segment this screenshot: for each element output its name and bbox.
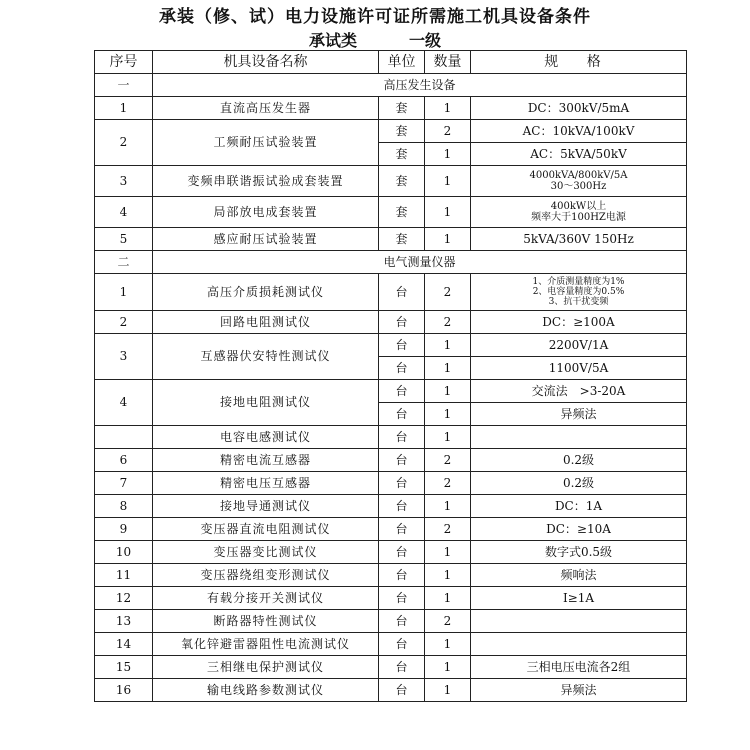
header-name: 机具设备名称: [153, 51, 379, 74]
table-row: [95, 120, 687, 143]
row-no: 5: [95, 228, 153, 251]
table-row: [95, 541, 687, 564]
row-spec: AC：5kVA/50kV: [471, 143, 687, 166]
row-qty: 1: [425, 656, 471, 679]
spec-line: 频率大于100HZ电源: [531, 212, 626, 223]
row-spec: 交流法 >3-20A: [471, 380, 687, 403]
section-title: 高压发生设备: [153, 74, 687, 97]
row-spec: [471, 274, 687, 311]
header-spec: 规 格: [471, 51, 687, 74]
row-name: 三相继电保护测试仪: [153, 656, 379, 679]
row-qty: 1: [425, 334, 471, 357]
row-no: 3: [95, 166, 153, 197]
table-row: [95, 587, 687, 610]
table-row: [95, 274, 687, 311]
row-name: 变压器变比测试仪: [153, 541, 379, 564]
header-row: [95, 51, 687, 74]
row-spec: 2200V/1A: [471, 334, 687, 357]
row-name: 感应耐压试验装置: [153, 228, 379, 251]
row-no: 15: [95, 656, 153, 679]
row-spec: 5kVA/360V 150Hz: [471, 228, 687, 251]
row-qty: 1: [425, 166, 471, 197]
table-row: [95, 426, 687, 449]
row-spec: AC：10kVA/100kV: [471, 120, 687, 143]
row-name: 回路电阻测试仪: [153, 311, 379, 334]
row-no: 1: [95, 274, 153, 311]
spec-line: 400kW以上: [550, 201, 607, 212]
row-qty: 1: [425, 633, 471, 656]
section-row: [95, 74, 687, 97]
row-unit: 台: [379, 633, 425, 656]
table-row: [95, 495, 687, 518]
row-spec: DC：1A: [471, 495, 687, 518]
table-row: [95, 656, 687, 679]
row-qty: 1: [425, 541, 471, 564]
row-name: 互感器伏安特性测试仪: [153, 334, 379, 380]
row-qty: 2: [425, 472, 471, 495]
document-subtitle: [0, 28, 750, 51]
row-spec: 1100V/5A: [471, 357, 687, 380]
table-row: [95, 679, 687, 702]
row-unit: 套: [379, 120, 425, 143]
row-no: 13: [95, 610, 153, 633]
row-qty: 2: [425, 518, 471, 541]
row-qty: 1: [425, 495, 471, 518]
row-qty: 2: [425, 610, 471, 633]
row-unit: 台: [379, 495, 425, 518]
row-name: 精密电流互感器: [153, 449, 379, 472]
table-row: [95, 97, 687, 120]
row-unit: 台: [379, 426, 425, 449]
row-no: 16: [95, 679, 153, 702]
row-spec: DC：≥10A: [471, 518, 687, 541]
spec-line: 4000kVA/800kV/5A: [529, 170, 628, 181]
row-spec: 异频法: [471, 403, 687, 426]
row-no: 9: [95, 518, 153, 541]
row-name: 高压介质损耗测试仪: [153, 274, 379, 311]
row-name: 输电线路参数测试仪: [153, 679, 379, 702]
row-name: 精密电压互感器: [153, 472, 379, 495]
row-unit: 台: [379, 541, 425, 564]
row-qty: 1: [425, 403, 471, 426]
row-spec: 0.2级: [471, 449, 687, 472]
row-unit: 台: [379, 587, 425, 610]
row-name: 有载分接开关测试仪: [153, 587, 379, 610]
row-spec: 异频法: [471, 679, 687, 702]
section-title: 电气测量仪器: [153, 251, 687, 274]
row-spec: 数字式0.5级: [471, 541, 687, 564]
row-name: 氧化锌避雷器阻性电流测试仪: [153, 633, 379, 656]
row-name: 接地电阻测试仪: [153, 380, 379, 426]
row-spec: [471, 610, 687, 633]
row-unit: 套: [379, 228, 425, 251]
row-spec: [471, 633, 687, 656]
row-no: 14: [95, 633, 153, 656]
row-spec: 频响法: [471, 564, 687, 587]
row-unit: 套: [379, 197, 425, 228]
row-unit: 台: [379, 380, 425, 403]
row-spec: [471, 426, 687, 449]
table-row: [95, 472, 687, 495]
row-qty: 1: [425, 197, 471, 228]
row-qty: 2: [425, 274, 471, 311]
row-no: 2: [95, 311, 153, 334]
category-label: 承试类: [308, 31, 357, 50]
table-row: [95, 380, 687, 403]
row-unit: 台: [379, 679, 425, 702]
row-unit: 台: [379, 610, 425, 633]
row-qty: 1: [425, 380, 471, 403]
row-unit: 台: [379, 357, 425, 380]
row-no: 11: [95, 564, 153, 587]
table-row: [95, 166, 687, 197]
table-row: [95, 311, 687, 334]
table-row: [95, 197, 687, 228]
row-name: 局部放电成套装置: [153, 197, 379, 228]
row-no: [95, 426, 153, 449]
equipment-table: [94, 50, 687, 702]
header-unit: 单位: [379, 51, 425, 74]
row-no: 12: [95, 587, 153, 610]
table-row: [95, 334, 687, 357]
row-name: 工频耐压试验装置: [153, 120, 379, 166]
row-unit: 台: [379, 564, 425, 587]
row-no: 3: [95, 334, 153, 380]
row-unit: 台: [379, 274, 425, 311]
row-name: 直流高压发生器: [153, 97, 379, 120]
row-no: 4: [95, 197, 153, 228]
row-unit: 台: [379, 472, 425, 495]
row-qty: 2: [425, 311, 471, 334]
row-unit: 台: [379, 311, 425, 334]
table-row: [95, 633, 687, 656]
row-no: 2: [95, 120, 153, 166]
row-unit: 台: [379, 518, 425, 541]
spec-line: 30～300Hz: [550, 181, 607, 192]
row-unit: 套: [379, 97, 425, 120]
row-spec: [471, 166, 687, 197]
row-spec: I≥1A: [471, 587, 687, 610]
row-qty: 1: [425, 587, 471, 610]
row-spec: [471, 197, 687, 228]
row-name: 断路器特性测试仪: [153, 610, 379, 633]
table-row: [95, 228, 687, 251]
row-name: 变压器直流电阻测试仪: [153, 518, 379, 541]
row-qty: 1: [425, 97, 471, 120]
row-qty: 1: [425, 143, 471, 166]
row-unit: 台: [379, 449, 425, 472]
table-row: [95, 449, 687, 472]
row-qty: 1: [425, 564, 471, 587]
section-no: 二: [95, 251, 153, 274]
header-no: 序号: [95, 51, 153, 74]
row-spec: DC：≥100A: [471, 311, 687, 334]
row-no: 7: [95, 472, 153, 495]
section-row: [95, 251, 687, 274]
row-spec: 三相电压电流各2组: [471, 656, 687, 679]
row-qty: 1: [425, 228, 471, 251]
row-unit: 台: [379, 656, 425, 679]
section-no: 一: [95, 74, 153, 97]
row-qty: 2: [425, 120, 471, 143]
row-no: 10: [95, 541, 153, 564]
row-qty: 2: [425, 449, 471, 472]
row-name: 接地导通测试仪: [153, 495, 379, 518]
row-no: 6: [95, 449, 153, 472]
header-qty: 数量: [425, 51, 471, 74]
row-unit: 台: [379, 403, 425, 426]
table-row: [95, 564, 687, 587]
table-row: [95, 518, 687, 541]
row-unit: 套: [379, 166, 425, 197]
row-spec: 0.2级: [471, 472, 687, 495]
document-title: 承装（修、试）电力设施许可证所需施工机具设备条件: [159, 7, 591, 27]
row-no: 8: [95, 495, 153, 518]
spec-line: 2、电容量精度为0.5%: [532, 287, 625, 297]
row-spec: DC：300kV/5mA: [471, 97, 687, 120]
row-unit: 台: [379, 334, 425, 357]
row-name: 电容电感测试仪: [153, 426, 379, 449]
row-no: 4: [95, 380, 153, 426]
row-name: 变压器绕组变形测试仪: [153, 564, 379, 587]
level-label: 一级: [409, 31, 442, 50]
table-row: [95, 610, 687, 633]
row-no: 1: [95, 97, 153, 120]
row-qty: 1: [425, 357, 471, 380]
row-qty: 1: [425, 679, 471, 702]
row-qty: 1: [425, 426, 471, 449]
spec-line: 1、介质测量精度为1%: [532, 277, 625, 287]
row-name: 变频串联谐振试验成套装置: [153, 166, 379, 197]
row-unit: 套: [379, 143, 425, 166]
spec-line: 3、抗干扰变频: [548, 297, 609, 307]
